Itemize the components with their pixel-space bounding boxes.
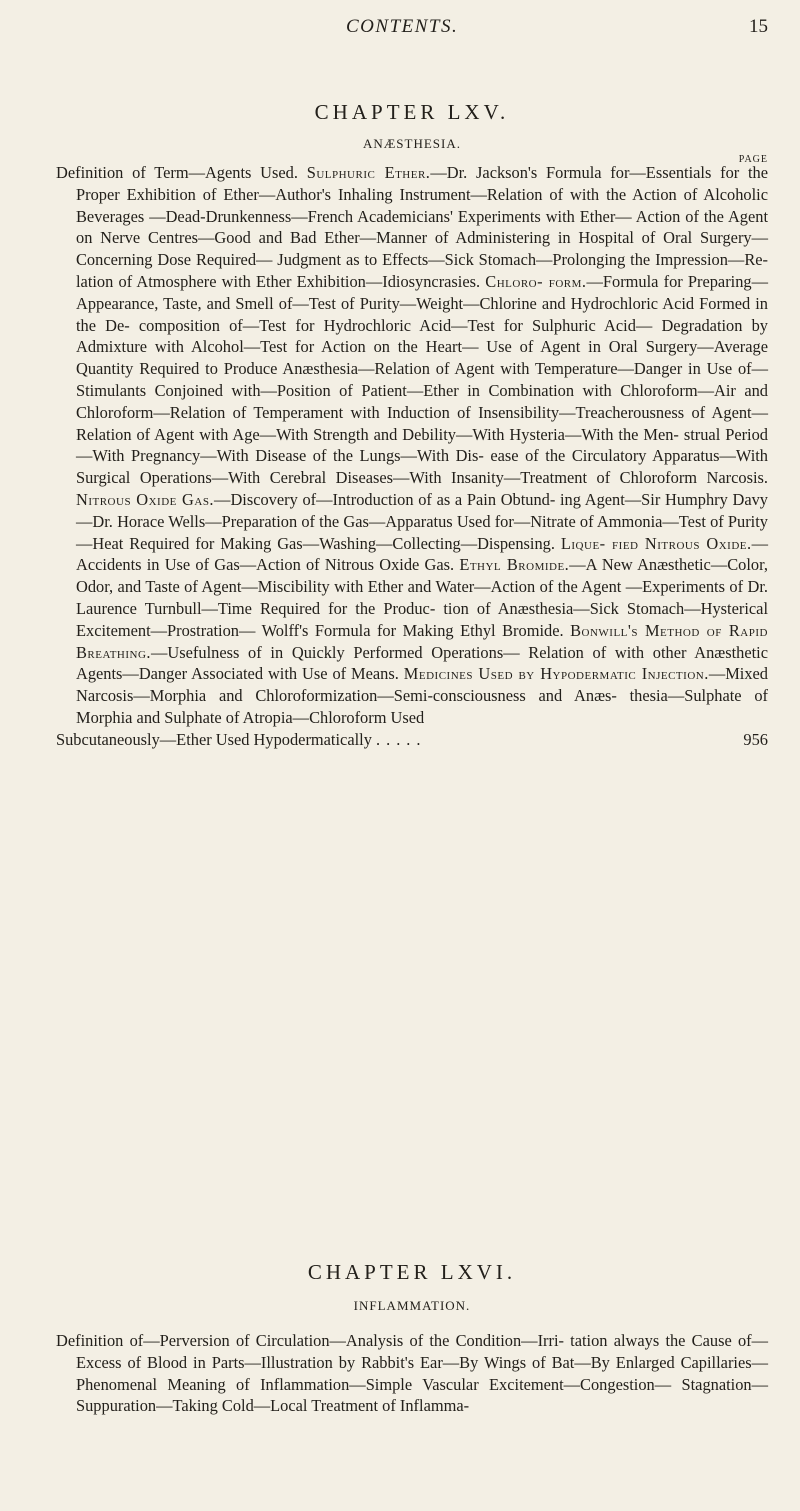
entry-text: —Mixed Narcosis—Morphia and Chloroformization—Semi-consciousness and Anæs- thesia—Sulphate of Morphia and Sulphate of Atropia—Chloroform Used [76, 664, 768, 727]
chapter-title: CHAPTER LXVI. [307, 1260, 517, 1284]
page-number: 15 [749, 16, 768, 37]
chapter-subject: INFLAMMATION. [353, 1298, 471, 1313]
entry-text: —Formula for Preparing—Appearance, Taste, and Smell of—Test of Purity—Weight—Chlorine and Hydrochloric Acid Formed in the De- composition of—Test for Hydrochloric Acid—Test for Sulphuric Acid— Degradation by Admixture with Alcohol—Test for Action on the Heart— Use of Agent in Oral Surgery—Average Quantity Required to Produce Anæsthesia—Relation of Agent with Temperature—Danger in Use of— Stimulants Conjoined with—Position of Patient—Ether in Combination with Chloroform—Air and Chloroform—Relation of Temperament with Induction of Insensibility—Treacherousness of Agent—Relation of Agent with Age—With Strength and Debility—With Hysteria—With the Men- strual Period—With Pregnancy—With Disease of the Lungs—With Dis- ease of the Circulatory Apparatus—With Surgical Operations—With Cerebral Diseases—With Insanity—Treatment of Chloroform Narcosis. [76, 271, 769, 488]
entry-last-line [56, 729, 768, 751]
entry-text: —Dr. Jackson's Formula for—Essentials for the Proper Exhibition of Ether—Author's Inhaling Instrument—Relation of with the Action of Alcoholic Beverages —Dead-Drunkenness—French Academicians' Experiments with Ether— Action of the Agent on Nerve Centres—Good and Bad Ether—Manner of Administering in Hospital of Oral Surgery—Concerning Dose Required— Judgment as to Effects—Sick Stomach—Prolonging the Impression—Re- lation of Atmosphere with Ether Exhibition—Idiosyncrasies. [76, 163, 768, 291]
entry-heading: Medicines Used by Hypodermatic Injection. [403, 664, 709, 684]
chapter-subject: ANÆSTHESIA. [362, 136, 462, 151]
entry-heading: Lique- fied Nitrous Oxide. [560, 533, 752, 553]
last-line-text: Subcutaneously—Ether Used Hypodermatically [56, 729, 372, 749]
running-head [56, 14, 768, 44]
dot-leader: ..... [376, 729, 427, 749]
chapter-title: CHAPTER LXV. [314, 100, 510, 124]
entry-heading: Ethyl Bromide. [459, 555, 570, 575]
chapter-contents-entry: Definition of—Perversion of Circulation—Analysis of the Condition—Irri- tation always the Cause of—Excess of Blood in Parts—Illustration by Rabbit's Ear—By Wings of Bat—By Enlarged Capillaries—Phenomenal Meaning of Inflammation—Simple Vascular Excitement—Congestion— Stagnation—Suppuration—Taking Cold—Local Treatment of Inflamma- [56, 1331, 768, 1416]
page-column-label: PAGE [738, 154, 768, 165]
running-title: CONTENTS. [346, 16, 459, 37]
page-reference: 956 [743, 729, 768, 749]
entry-text: —Discovery of—Introduction of as a Pain Obtund- ing Agent—Sir Humphry Davy—Dr. Horace Wells—Preparation of the Gas—Apparatus Used for—Nitrate of Ammonia—Test of Purity—Heat Required for Making Gas—Washing—Collecting—Dispensing. [76, 489, 768, 553]
chapter-contents-entry [56, 162, 768, 751]
entry-text: —Usefulness of in Quickly Performed Operations— Relation of with other Anæsthetic Agents—Danger Associated with Use of Means. [76, 642, 768, 684]
entry-heading: Nitrous Oxide Gas. [76, 489, 215, 509]
entry-text: Definition of Term—Agents Used. [56, 163, 307, 182]
entry-heading: Sulphuric Ether. [306, 163, 431, 182]
contents-page [56, 0, 768, 1511]
entry-heading: Chloro- form. [485, 271, 587, 291]
entry-text: —A New Anæsthetic—Color, Odor, and Taste of Agent—Miscibility with Ether and Water—Action of the Agent —Experiments of Dr. Laurence Turnbull—Time Required for the Produc- tion of Anæsthesia—Sick Stomach—Hysterical Excitement—Prostration— Wolff's Formula for Making Ethyl Bromide. [76, 555, 768, 640]
entry-heading: Bonwill's Method of Rapid Breathing. [76, 620, 768, 662]
entry-text: —Accidents in Use of Gas—Action of Nitrous Oxide Gas. [76, 533, 768, 575]
